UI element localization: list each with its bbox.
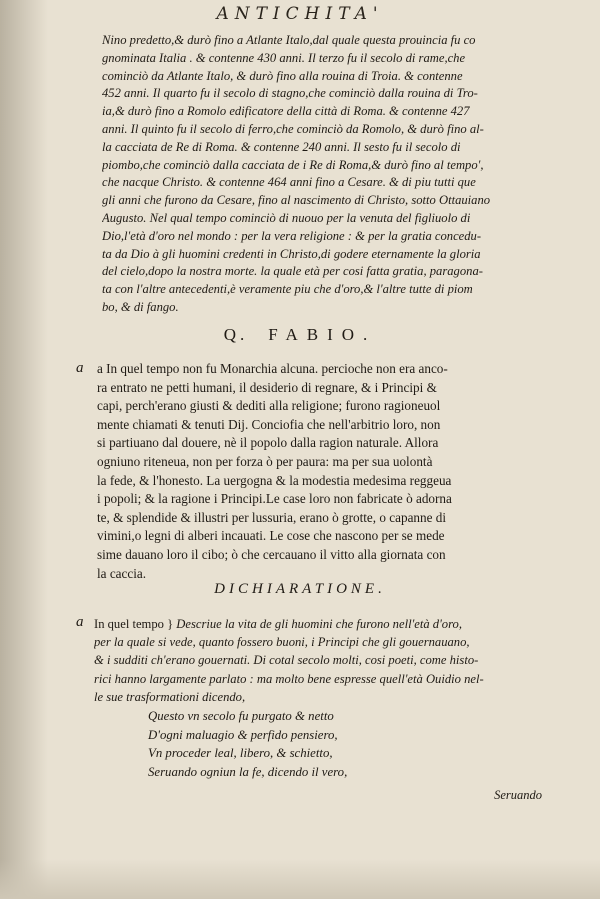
annotation-heading: DICHIARATIONE. xyxy=(214,581,386,597)
text-line: la fede, & l'honesto. La uergogna & la modestia medesima reggeua xyxy=(97,472,452,488)
text-line: mente chiamati & tenuti Dij. Conciofia che nell'arbitrio loro, non xyxy=(97,416,441,432)
dialogue-italic-block xyxy=(102,32,572,317)
text-line: capi, perch'erano giusti & dediti alla religione; furono ragioneuol xyxy=(97,398,441,414)
running-head: ANTICHITA' xyxy=(216,4,384,24)
text-line: la cacciata de Re di Roma. & contenne 240 anni. Il sesto fu il secolo di xyxy=(102,139,461,154)
text-line: piombo,che cominciò dalla cacciata de i Re di Roma,& durò fino al tempo', xyxy=(102,157,484,172)
lemma: In quel tempo } xyxy=(94,617,177,631)
text-line xyxy=(94,688,574,706)
text-line xyxy=(94,651,574,669)
text-line: anni. Il quinto fu il secolo di ferro,che cominciò da Romolo, & durò fino al- xyxy=(102,121,484,136)
verse-line: D'ogni maluagio & perfido pensiero, xyxy=(148,727,338,742)
text-line: te, & splendide & illustri per lussuria, erano ò grotte, o capanne di xyxy=(97,509,447,525)
fabio-speech-block xyxy=(97,360,575,583)
annotation-block xyxy=(94,615,574,706)
text-line: ta con l'altre antecedenti,è veramente piu che d'oro,& l'altre tutte di piom xyxy=(102,282,473,297)
speaker-heading xyxy=(0,325,600,345)
text-line: bo, & di fango. xyxy=(102,299,179,314)
text-line: del cielo,dopo la nostra morte. la quale età per cosi fatta gratia, paragona- xyxy=(102,264,483,279)
text-line: 452 anni. Il quarto fu il secolo di stagno,che cominciò dalla rouina di Tro- xyxy=(102,86,478,101)
gutter-shadow xyxy=(0,0,48,899)
speaker-prefix: Q. xyxy=(223,325,249,344)
text-line: gnominata Italia . & contenne 430 anni. Il terzo fu il secolo di rame,che xyxy=(102,50,466,65)
text-line: vimini,o legni di alberi incauati. Le cose che nascono per se mede xyxy=(97,528,445,544)
text-line: cominciò da Atlante Italo, & durò fino alla rouina di Troia. & contenne xyxy=(102,68,463,83)
verse-line: Seruando ogniun la fe, dicendo il vero, xyxy=(148,764,348,779)
text-line: Nino predetto,& durò fino a Atlante Italo,dal quale questa prouincia fu co xyxy=(102,33,476,47)
text-line xyxy=(94,615,574,633)
text-line: la caccia. xyxy=(97,565,147,581)
text-line: ia,& durò fino a Romolo edificatore della città di Roma. & contenne 427 xyxy=(102,104,470,119)
text-line: che nacque Christo. & contenne 464 anni fino a Cesare. & di piu tutti que xyxy=(102,175,476,190)
margin-letter: a xyxy=(76,614,84,630)
verse-line: Vn proceder leal, libero, & schietto, xyxy=(148,746,333,760)
annotation-text: rici hanno largamente parlato : ma molto bene espresse quell'età Ouidio nel- xyxy=(94,671,484,686)
text-line: ta da Dio à gli huomini credenti in Christo,di godere eternamente la gloria xyxy=(102,246,481,261)
annotation-text: le sue trasformationi dicendo, xyxy=(94,689,246,704)
annotation-text: per la quale si vede, quanto fossero buoni, i Principi che gli gouernauano, xyxy=(94,635,470,650)
text-line: i popoli; & la ragione i Principi.Le case loro non fabricate ò adorna xyxy=(97,491,452,507)
annotation-text: Descriue la vita de gli huomini che furono nell'età d'oro, xyxy=(176,617,462,631)
text-line xyxy=(94,633,574,651)
verse-line: Questo vn secolo fu purgato & netto xyxy=(148,709,334,723)
text-line: sime dauano loro il cibo; ò che cercauano il vitto alla giornata con xyxy=(97,546,446,562)
text-line xyxy=(94,670,574,688)
text-line: ogniuno riteneua, non per forza ò per paura: ma per sua uolontà xyxy=(97,453,433,469)
annotation-text: & i sudditi ch'erano gouernati. Di cotal secolo molti, cosi poeti, come histo- xyxy=(94,653,479,668)
catchword: Seruando xyxy=(494,788,542,802)
speaker-name: FABIO. xyxy=(268,325,377,344)
text-line: Dio,l'età d'oro nel mondo : per la vera religione : & per la gratia concedu- xyxy=(102,228,482,243)
page-edge-shadow xyxy=(0,859,600,899)
margin-letter: a xyxy=(76,360,84,376)
text-line: Augusto. Nel qual tempo cominciò di nuouo per la venuta del figliuolo di xyxy=(102,210,471,225)
verse-quotation xyxy=(148,707,347,781)
text-line: a In quel tempo non fu Monarchia alcuna. percioche non era anco- xyxy=(97,361,448,376)
text-line: ra entrato ne petti humani, il desiderio di regnare, & i Principi & xyxy=(97,379,437,395)
text-line: si partiuano dal douere, nè il popolo dalla ragion naturale. Allora xyxy=(97,435,439,451)
text-line: gli anni che furono da Cesare, fino al nascimento di Christo, sotto Ottauiano xyxy=(102,193,491,208)
